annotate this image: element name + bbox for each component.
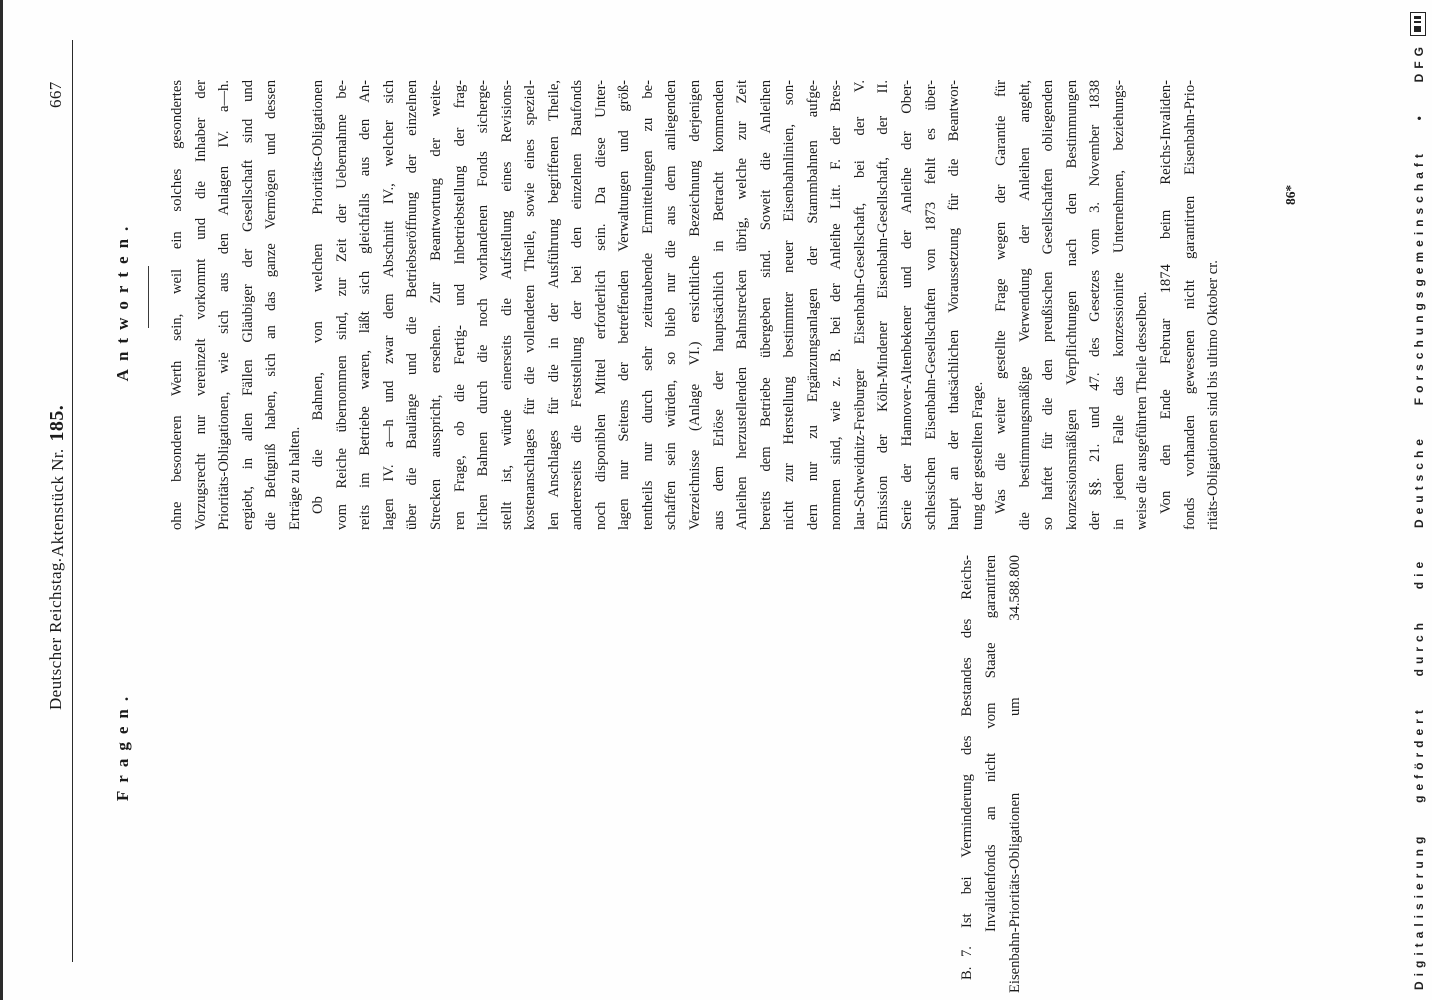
answers-heading-rule bbox=[148, 266, 149, 328]
answer-line: lau-Schweidnitz-Freiburger Eisenbahn-Gesellschaft, bei der V. bbox=[851, 80, 868, 530]
answer-paragraph bbox=[1155, 80, 1226, 530]
answer-line: Prioritäts-Obligationen, wie sich aus den Anlagen IV. a—h. bbox=[216, 80, 233, 530]
answer-line: bereits dem Betriebe übergeben sind. Soweit die Anleihen bbox=[757, 80, 774, 530]
publication-title: Deutscher Reichstag. bbox=[46, 557, 65, 710]
answer-line: Anleihen herzustellenden Bahnstrecken übrig, welche zur Zeit bbox=[734, 80, 751, 530]
signature-mark: 86* bbox=[1283, 184, 1298, 205]
page-number: 667 bbox=[46, 81, 65, 108]
answer-line: weise die ausgeführten Theile desselben. bbox=[1134, 291, 1151, 530]
answer-line: die bestimmungsmäßige Verwendung der Anleihen angeht, bbox=[1016, 80, 1033, 530]
answer-line: haupt an der thatsächlichen Voraussetzung für die Beantwor- bbox=[946, 80, 963, 530]
document-number: 185. bbox=[46, 404, 68, 442]
answer-line: schlesischen Eisenbahn-Gesellschaften von 1873 fehlt es über- bbox=[922, 80, 939, 530]
answer-line: len Anschlages für die in der Ausführung begriffenen Theile, bbox=[545, 80, 562, 530]
dfg-logo-mark bbox=[1414, 21, 1421, 23]
answer-line: ergiebt, in allen Fällen Gläubiger der Gesellschaft sind und bbox=[239, 80, 256, 530]
answer-line: kostenanschlages für die vollendeten Theile, sowie eines speziel- bbox=[522, 80, 539, 530]
answer-line: tentheils nur durch sehr zeitraubende Ermittelungen zu be- bbox=[639, 80, 656, 530]
answer-line: ren Frage, ob die Fertig- und Inbetriebstellung der frag- bbox=[451, 80, 468, 530]
answer-line: der §§. 21. und 47. des Gesetzes vom 3. November 1838 bbox=[1087, 80, 1104, 530]
answer-line: Erträge zu halten. bbox=[286, 426, 303, 530]
answer-paragraph bbox=[166, 80, 307, 530]
answers-heading: Antworten. bbox=[113, 218, 132, 382]
answer-line: Von den Ende Februar 1874 beim Reichs-Invaliden- bbox=[1157, 80, 1174, 514]
answer-line: vom Reiche übernommen sind, zur Zeit der Uebernahme be- bbox=[333, 80, 350, 530]
answer-line: so haftet für die den preußischen Gesellschaften obliegenden bbox=[1040, 80, 1057, 530]
answer-paragraph bbox=[307, 80, 990, 530]
answer-line: lagen nur Seitens der betreffenden Verwaltungen und größ- bbox=[616, 80, 633, 530]
digitization-credit: Digitalisierung gefördert durch die Deutsche Forschungsgemeinschaft • DFG bbox=[1412, 42, 1426, 990]
question-section-label: B. bbox=[959, 966, 975, 980]
answer-line: Ob die Bahnen, von welchen Prioritäts-Obligationen bbox=[310, 80, 327, 514]
answer-line: in jedem Falle das konzessionirte Unternehmen, beziehungs- bbox=[1110, 80, 1127, 530]
answer-line: aus dem Erlöse der hauptsächlich in Betracht kommenden bbox=[710, 80, 727, 530]
answer-paragraph bbox=[990, 80, 1155, 530]
answer-line: ohne besonderen Werth sein, weil ein solches gesondertes bbox=[169, 80, 185, 530]
dfg-logo-icon bbox=[1410, 12, 1426, 36]
answer-line: über die Baulänge und die Betriebseröffnung der einzelnen bbox=[404, 80, 421, 530]
questions-column bbox=[0, 540, 1432, 1000]
answer-line: reits im Betriebe waren, läßt sich gleichfalls aus den An- bbox=[357, 80, 374, 530]
question-line: Invalidenfonds an nicht vom Staate garantirten bbox=[983, 555, 999, 932]
questions-heading: Fragen. bbox=[113, 688, 132, 802]
answer-line: die Befugniß haben, sich an das ganze Vermögen und dessen bbox=[263, 80, 280, 530]
answers-column bbox=[166, 80, 1226, 530]
answer-line: ritäts-Obligationen sind bis ultimo Oktober cr. bbox=[1205, 260, 1222, 530]
answer-line: Strecken ausspricht, ersehen. Zur Beantwortung der weite- bbox=[428, 80, 445, 530]
dfg-logo-mark bbox=[1414, 26, 1421, 32]
answer-line: Vorzugsrecht nur vereinzelt vorkommt und die Inhaber der bbox=[192, 80, 209, 530]
answer-line: nicht zur Herstellung bestimmter neuer Eisenbahnlinien, son- bbox=[781, 80, 798, 530]
answer-line: fonds vorhanden gewesenen nicht garantirten Eisenbahn-Prio- bbox=[1181, 80, 1198, 530]
document-label: Aktenstück Nr. bbox=[48, 448, 67, 557]
question-line: Ist bei Verminderung des Bestandes des Reichs- bbox=[959, 555, 975, 928]
answer-line: Was die weiter gestellte Frage wegen der Garantie für bbox=[993, 80, 1010, 514]
question-number: 7. bbox=[959, 946, 975, 957]
answer-line: Verzeichnisse (Anlage VI.) ersichtliche Bezeichnung derjenigen bbox=[687, 80, 704, 530]
answer-line: andererseits die Feststellung der bei den einzelnen Baufonds bbox=[569, 80, 586, 530]
answer-line: tung der gestellten Frage. bbox=[969, 381, 986, 530]
answer-line: lichen Bahnen durch die noch vorhandenen Fonds sicherge- bbox=[475, 80, 492, 530]
answer-line: nommen sind, wie z. B. bei der Anleihe Litt. F. der Bres- bbox=[828, 80, 845, 530]
dfg-logo-mark bbox=[1414, 16, 1421, 19]
answer-line: noch disponiblen Mittel erforderlich sein. Da diese Unter- bbox=[592, 80, 609, 530]
answer-line: konzessionsmäßigen Verpflichtungen nach den Bestimmungen bbox=[1063, 80, 1080, 530]
answer-line: lagen IV. a—h und zwar dem Abschnitt IV., welcher sich bbox=[380, 80, 397, 530]
answer-line: dern nur zu Ergänzungsanlagen der Stammbahnen aufge- bbox=[804, 80, 821, 530]
document-reference bbox=[46, 405, 69, 557]
answer-line: Serie der Hannover-Altenbekener und der Anleihe der Ober- bbox=[898, 80, 915, 530]
answer-line: stellt ist, würde einerseits die Aufstellung eines Revisions- bbox=[498, 80, 515, 530]
question-line: Eisenbahn-Prioritäts-Obligationen um 34.588.800 bbox=[1007, 555, 1023, 993]
answer-line: Emission der Köln-Mindener Eisenbahn-Gesellschaft, der II. bbox=[875, 80, 892, 530]
answer-line: schaffen sein würden, so blieb nur die aus dem anliegenden bbox=[663, 80, 680, 530]
